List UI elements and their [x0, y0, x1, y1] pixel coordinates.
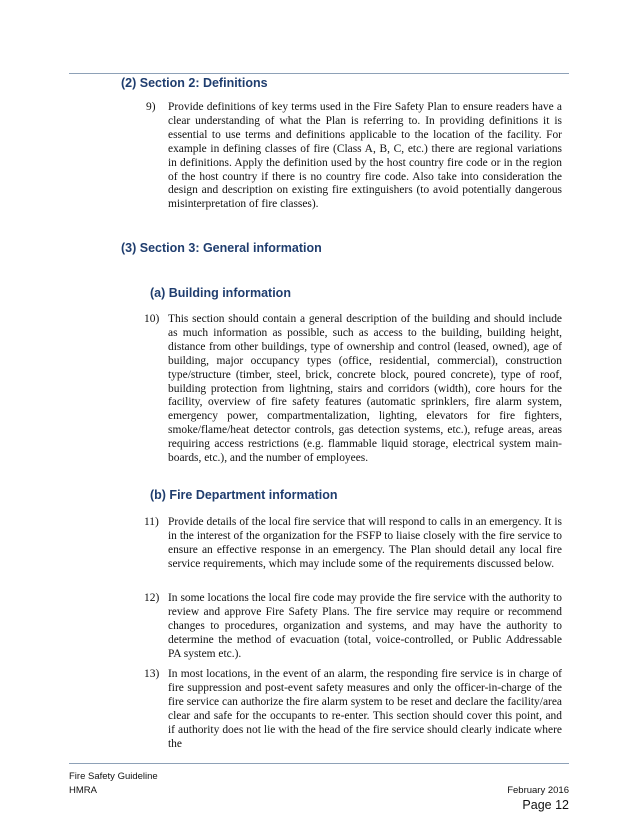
item-11-text: Provide details of the local fire service that will respond to calls in an emergency. It is in the interest of the organization for the FSFP to liaise closely with the fire service to ensure an effective response in an emergency. The Plan should detail any local fire service requirements, which may include some of the requirements discussed below.: [168, 516, 562, 570]
building-information-heading: (a) Building information: [150, 286, 291, 300]
item-13-text: In most locations, in the event of an alarm, the responding fire service is in charge of fire suppression and post-event safety measures and only the officer-in-charge of the fire service can authorize the fire alarm system to be reset and declare the facility/area clear and safe for the occupants to re-enter. This section should cover this point, and if authority does not lie with the head of the fire service should clearly indicate where the: [168, 668, 562, 750]
footer-organization: HMRA: [69, 785, 97, 796]
item-11: [144, 516, 562, 572]
item-9-text: Provide definitions of key terms used in the Fire Safety Plan to ensure readers have a clear understanding of what the Plan is referring to. In providing definitions it is essential to use terms and definitions applicable to the location of the facility. For example in defining classes of fire (Class A, B, C, etc.) there are regional variations in definitions. Apply the definition used by the host country fire code or in the region of the host country if there is no country fire code. Also take into consideration the design and description on existing fire extinguishers (to avoid potentially dangerous misinterpretation of fire classes).: [168, 101, 562, 211]
item-9-number: 9): [146, 101, 156, 113]
fire-department-heading: (b) Fire Department information: [150, 488, 338, 502]
item-10-number: 10): [144, 313, 160, 325]
item-12-number: 12): [144, 592, 160, 604]
header-rule: [69, 73, 569, 74]
page-number: Page 12: [522, 798, 569, 812]
footer-rule: [69, 763, 569, 764]
item-10-text: This section should contain a general description of the building and should include as much information as possible, such as access to the building, building height, distance from other buildings, type of ownership and control (leased, owned), age of building, major occupancy types (office, residential, commercial), construction type/structure (timber, steel, brick, concrete block, poured concrete), type of roof, building protection from lightning, stairs and corridors (width), core hours for the facility, overview of fire safety features (automatic sprinklers, fire alarm system, emergency power, compartmentalization, lighting, elevators for fire fighters, smoke/flame/heat detector controls, gas detection systems, etc.), refuge areas, areas requiring access restrictions (e.g. flammable liquid storage, electrical system main- boards, etc.), and the number of employees.: [168, 313, 562, 465]
item-13-number: 13): [144, 668, 160, 680]
item-12-text: In some locations the local fire code may provide the fire service with the authority to review and approve Fire Safety Plans. The fire service may require or recommend changes to procedures, organization and systems, and may have the authority to determine the method of evacuation (total, voice-controlled, or Public Addressable PA system etc.).: [168, 592, 562, 660]
footer-document-title: Fire Safety Guideline: [69, 771, 158, 782]
item-11-number: 11): [144, 516, 159, 528]
item-13: [144, 668, 562, 751]
item-10: [144, 313, 562, 466]
item-12: [144, 592, 562, 662]
footer-date: February 2016: [507, 785, 569, 796]
section-2-heading: (2) Section 2: Definitions: [121, 76, 268, 90]
section-3-heading: (3) Section 3: General information: [121, 241, 322, 255]
item-9: [146, 101, 562, 212]
